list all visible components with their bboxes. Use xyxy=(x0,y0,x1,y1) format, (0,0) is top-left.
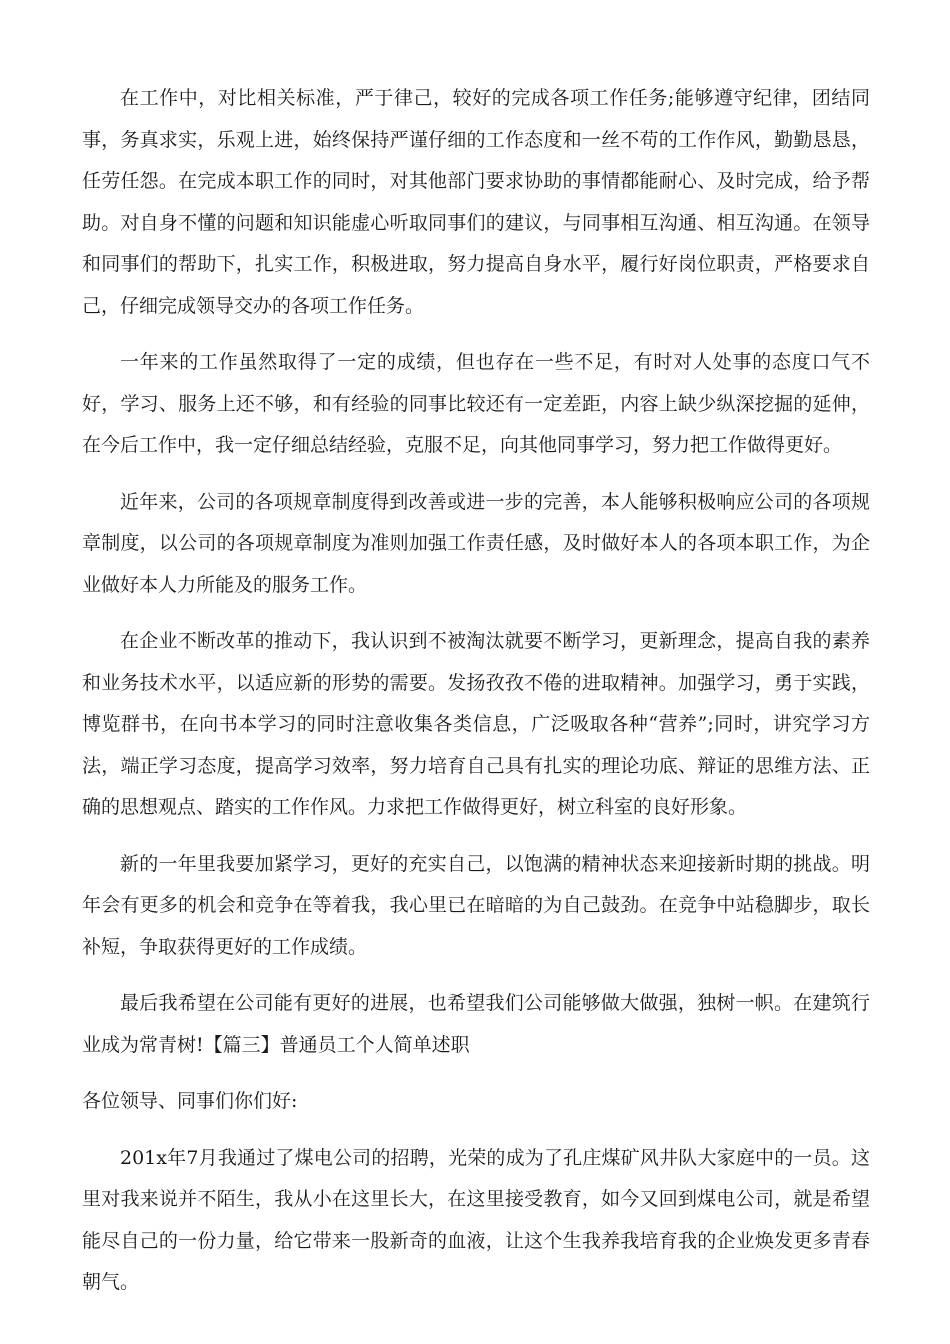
paragraph-new-year: 新的一年里我要加紧学习，更好的充实自己，以饱满的精神状态来迎接新时期的挑战。明年会有更多的机会和竞争在等着我，我心里已在暗暗的为自己鼓劲。在竞争中站稳脚步，取长补短，争取获得更好的工作成绩。 xyxy=(82,852,870,958)
paragraph-regulations: 近年来，公司的各项规章制度得到改善或进一步的完善，本人能够积极响应公司的各项规章制度，以公司的各项规章制度为准则加强工作责任感，及时做好本人的各项本职工作，为企业做好本人力所能及的服务工作。 xyxy=(82,490,870,596)
document-page xyxy=(82,78,870,1304)
paragraph-learning: 在企业不断改革的推动下，我认识到不被淘汰就要不断学习，更新理念，提高自我的素养和业务技术水平，以适应新的形势的需要。发扬孜孜不倦的进取精神。加强学习，勇于实践，博览群书，在向书本学习的同时注意收集各类信息，广泛吸取各种“营养”;同时，讲究学习方法，端正学习态度，提高学习效率，努力培育自己具有扎实的理论功底、辩证的思维方法、正确的思想观点、踏实的工作作风。力求把工作做得更好，树立科室的良好形象。 xyxy=(82,630,870,818)
paragraph-salutation: 各位领导、同事们你们好: xyxy=(82,1090,298,1112)
paragraph-closing: 最后我希望在公司能有更好的进展，也希望我们公司能够做大做强，独树一帜。在建筑行业成为常青树!【篇三】普通员工个人简单述职 xyxy=(82,992,870,1056)
paragraph-introduction: 201x年7月我通过了煤电公司的招聘，光荣的成为了孔庄煤矿风井队大家庭中的一员。这里对我来说并不陌生，我从小在这里长大，在这里接受教育，如今又回到煤电公司，就是希望能尽自己的一份力量，给它带来一股新奇的血液，让这个生我养我培育我的企业焕发更多青春朝气。 xyxy=(82,1146,870,1293)
paragraph-shortcomings: 一年来的工作虽然取得了一定的成绩，但也存在一些不足，有时对人处事的态度口气不好，学习、服务上还不够，和有经验的同事比较还有一定差距，内容上缺少纵深挖掘的延伸，在今后工作中，我一定仔细总结经验，克服不足，向其他同事学习，努力把工作做得更好。 xyxy=(82,351,870,456)
paragraph-work-attitude: 在工作中，对比相关标准，严于律己，较好的完成各项工作任务;能够遵守纪律，团结同事，务真求实，乐观上进，始终保持严谨仔细的工作态度和一丝不苟的工作作风，勤勤恳恳，任劳任怨。在完成本职工作的同时，对其他部门要求协助的事情都能耐心、及时完成，给予帮助。对自身不懂的问题和知识能虚心听取同事们的建议，与同事相互沟通、相互沟通。在领导和同事们的帮助下，扎实工作，积极进取，努力提高自身水平，履行好岗位职责，严格要求自己，仔细完成领导交办的各项工作任务。 xyxy=(82,87,870,317)
